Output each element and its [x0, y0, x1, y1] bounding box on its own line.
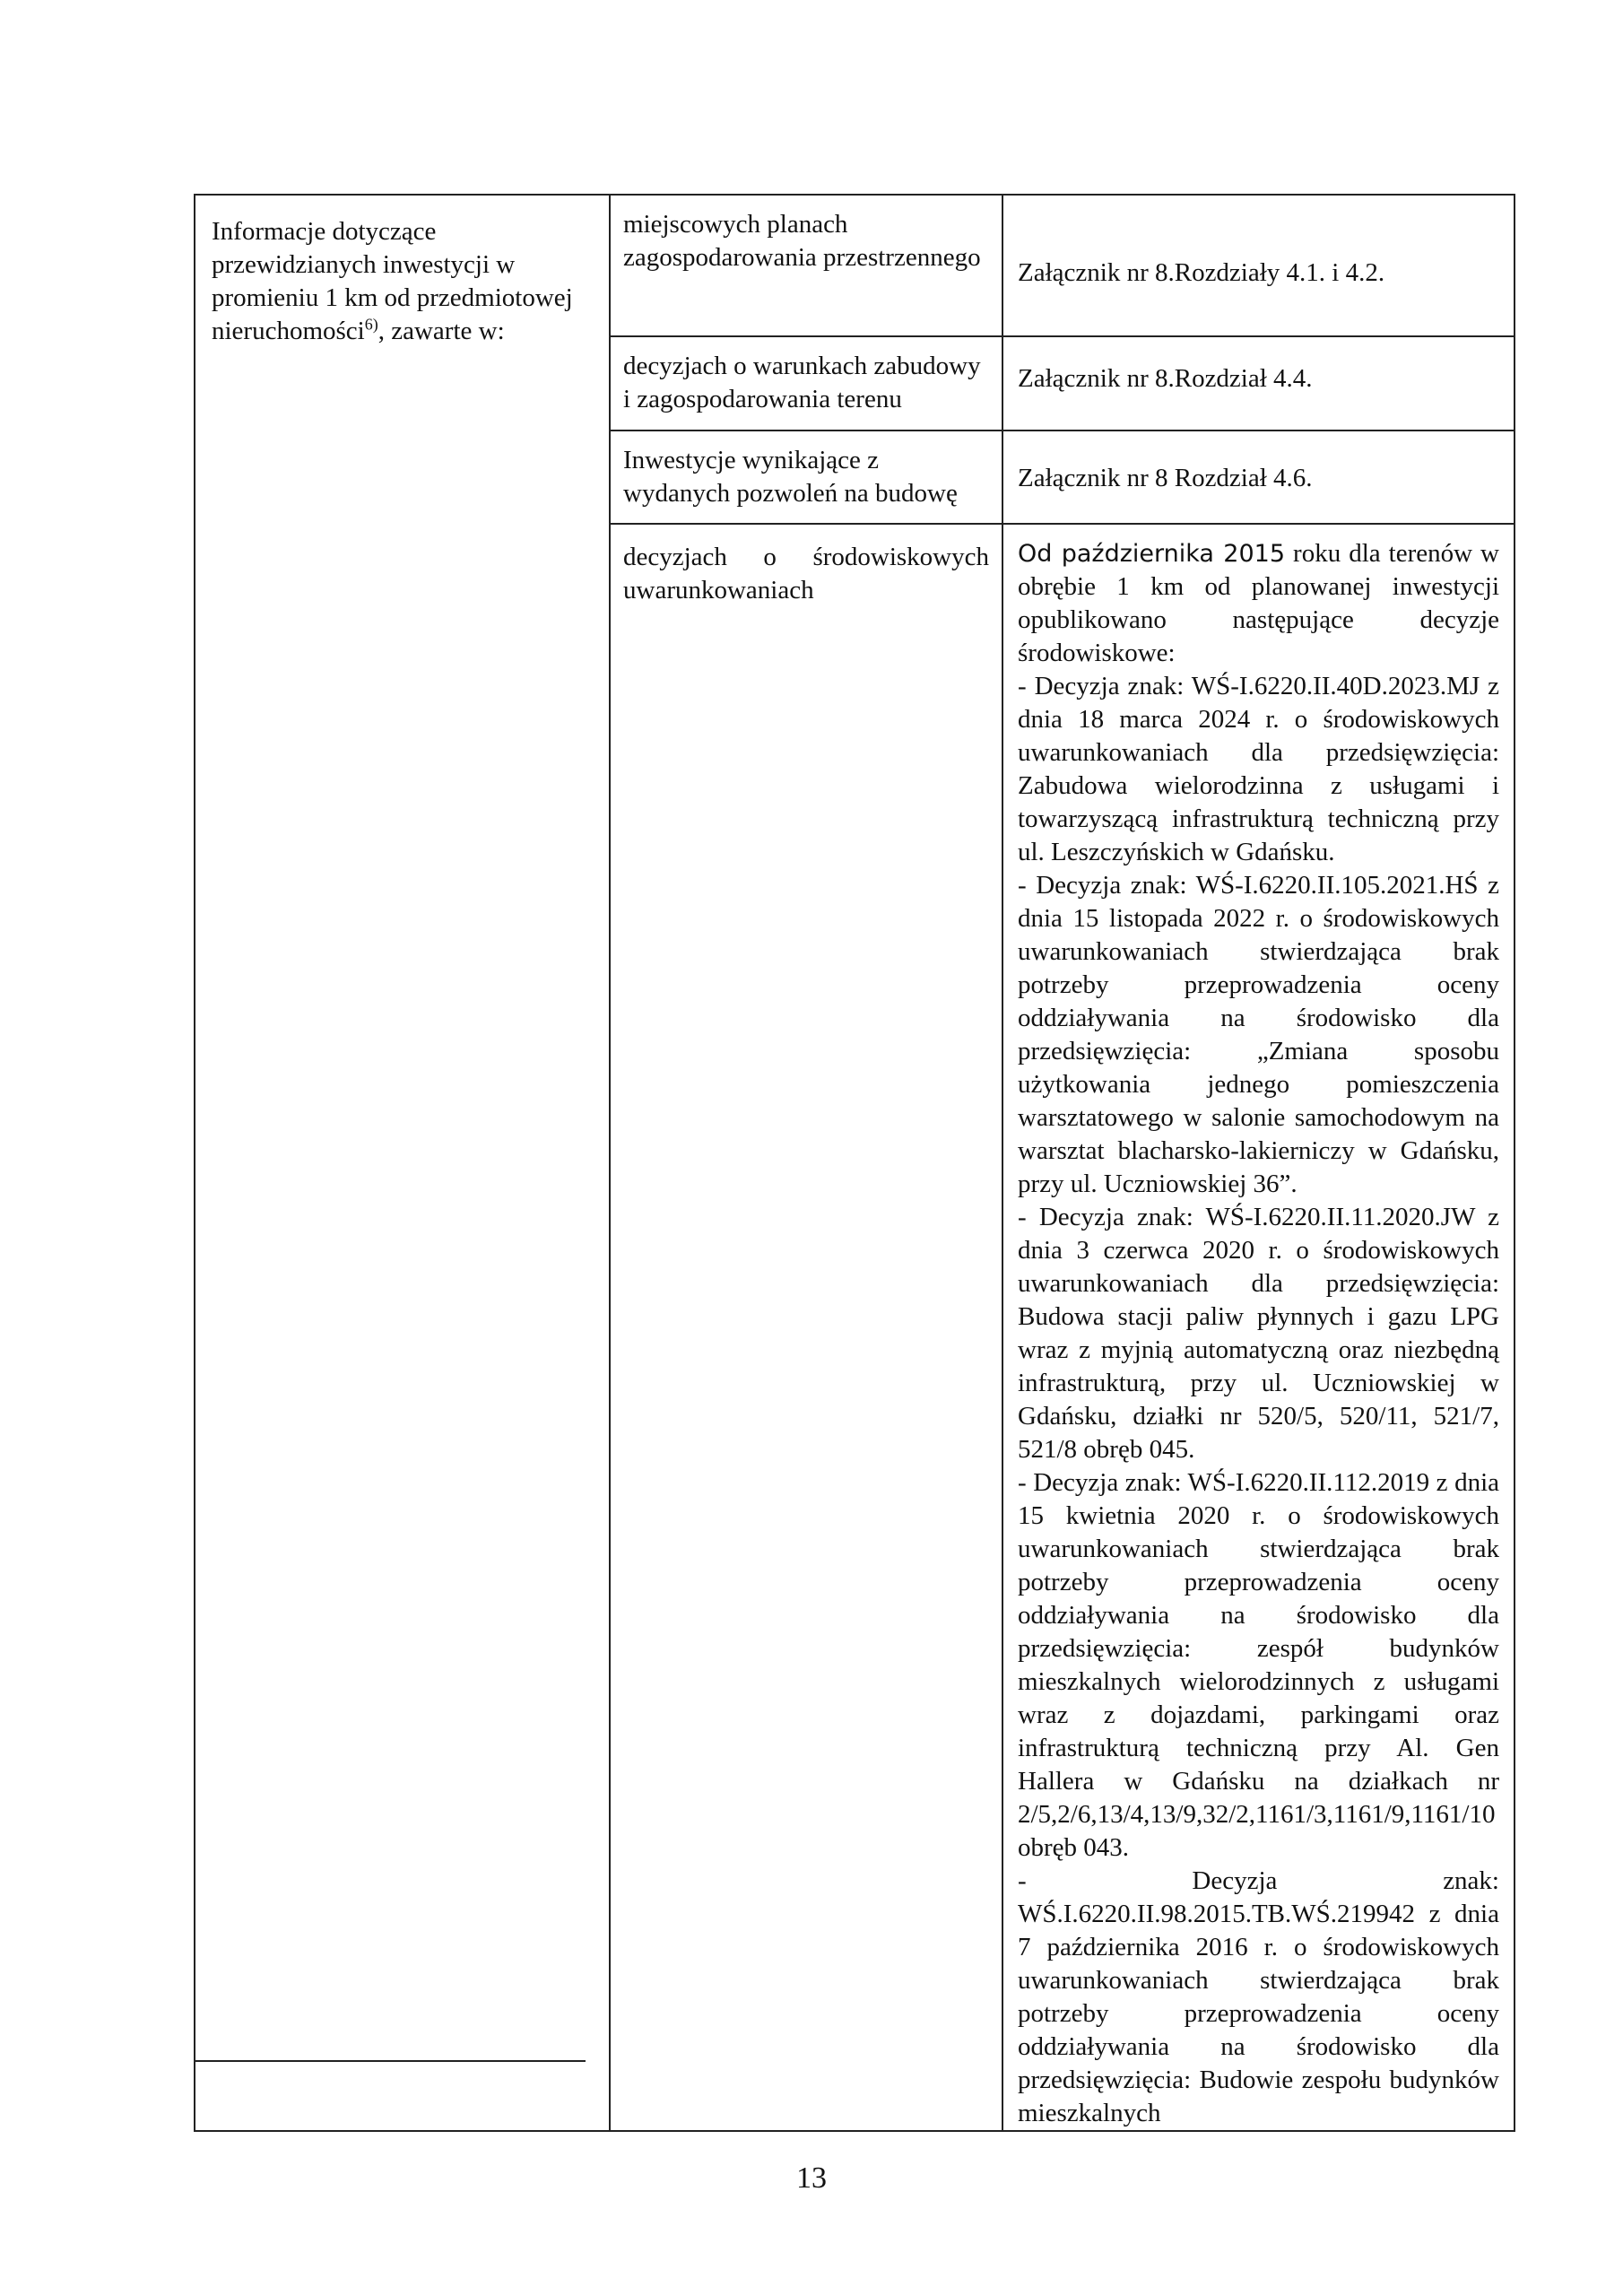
value-cell: [1002, 195, 1515, 336]
decision-item: - Decyzja znak: WŚ.I.6220.II.98.2015.TB.WŚ.219942 z dnia 7 października 2016 r. o środowiskowych uwarunkowaniach stwierdzająca brak potrzeby przeprowadzenia oceny oddziaływania na środowisko dla przedsięwzięcia: Budowie zespołu budynków mieszkalnych: [1018, 1866, 1499, 2127]
category-label: miejscowych planach zagospodarowania przestrzennego: [623, 210, 981, 272]
table-row: [195, 195, 1515, 336]
value-cell: [1002, 336, 1515, 430]
footnote-ref: 6): [364, 315, 378, 334]
category-label: decyzjach o warunkach zabudowy i zagospodarowania terenu: [623, 352, 981, 413]
value-text: Załącznik nr 8 Rozdział 4.6.: [1018, 464, 1313, 492]
value-text: Załącznik nr 8.Rozdział 4.4.: [1018, 364, 1313, 393]
category-cell: [610, 430, 1002, 524]
value-text: Załącznik nr 8.Rozdziały 4.1. i 4.2.: [1018, 258, 1385, 287]
category-cell: [610, 336, 1002, 430]
investments-table: [194, 194, 1515, 2132]
footnote-separator: [194, 2060, 586, 2062]
page-number: 13: [796, 2161, 827, 2195]
category-cell: [610, 195, 1002, 336]
row-label-cell: [195, 195, 610, 2131]
value-cell: [1002, 430, 1515, 524]
category-label: Inwestycje wynikające z wydanych pozwoleń na budowę: [623, 446, 958, 508]
decision-item: - Decyzja znak: WŚ-I.6220.II.11.2020.JW z dnia 3 czerwca 2020 r. o środowiskowych uwarunkowaniach dla przedsięwzięcia: Budowa stacji paliw płynnych i gazu LPG wraz z myjnią automatyczną oraz niezbędną infrastrukturą, przy ul. Uczniowskiej w Gdańsku, działki nr 520/5, 520/11, 521/7, 521/8 obręb 045.: [1018, 1203, 1499, 1464]
decision-item: - Decyzja znak: WŚ-I.6220.II.105.2021.HŚ z dnia 15 listopada 2022 r. o środowiskowych uwarunkowaniach stwierdzająca brak potrzeby przeprowadzenia oceny oddziaływania na środowisko dla przedsięwzięcia: „Zmiana sposobu użytkowania jednego pomieszczenia warsztatowego w salonie samochodowym na warsztat blacharsko-lakierniczy w Gdańsku, przy ul. Uczniowskiej 36”.: [1018, 871, 1499, 1198]
row-label: Informacje dotyczące przewidzianych inwestycji w promieniu 1 km od przedmiotowej nieruchomości$^{6)}$, zawarte w:: [212, 217, 573, 345]
value-cell: [1002, 524, 1515, 2131]
decision-item: - Decyzja znak: WŚ-I.6220.II.40D.2023.MJ z dnia 18 marca 2024 r. o środowiskowych uwarunkowaniach dla przedsięwzięcia: Zabudowa wielorodzinna z usługami i towarzyszącą infrastrukturą techniczną przy ul. Leszczyńskich w Gdańsku.: [1018, 672, 1499, 866]
decision-item: - Decyzja znak: WŚ-I.6220.II.112.2019 z dnia 15 kwietnia 2020 r. o środowiskowych uwarunkowaniach stwierdzająca brak potrzeby przeprowadzenia oceny oddziaływania na środowisko dla przedsięwzięcia: zespół budynków mieszkalnych wielorodzinnych z usługami wraz z dojazdami, parkingami oraz infrastrukturą techniczną przy Al. Gen Hallera w Gdańsku na działkach nr 2/5,2/6,13/4,13/9,32/2,1161/3,1161/9,1161/10 obręb 043.: [1018, 1468, 1499, 1862]
category-label: decyzjach o środowiskowych uwarunkowaniach: [623, 543, 989, 604]
category-cell: [610, 524, 1002, 2131]
decisions-intro: Od października 2015 roku dla terenów w obrębie 1 km od planowanej inwestycji opublikowano następujące decyzje środowiskowe:: [1018, 539, 1500, 667]
